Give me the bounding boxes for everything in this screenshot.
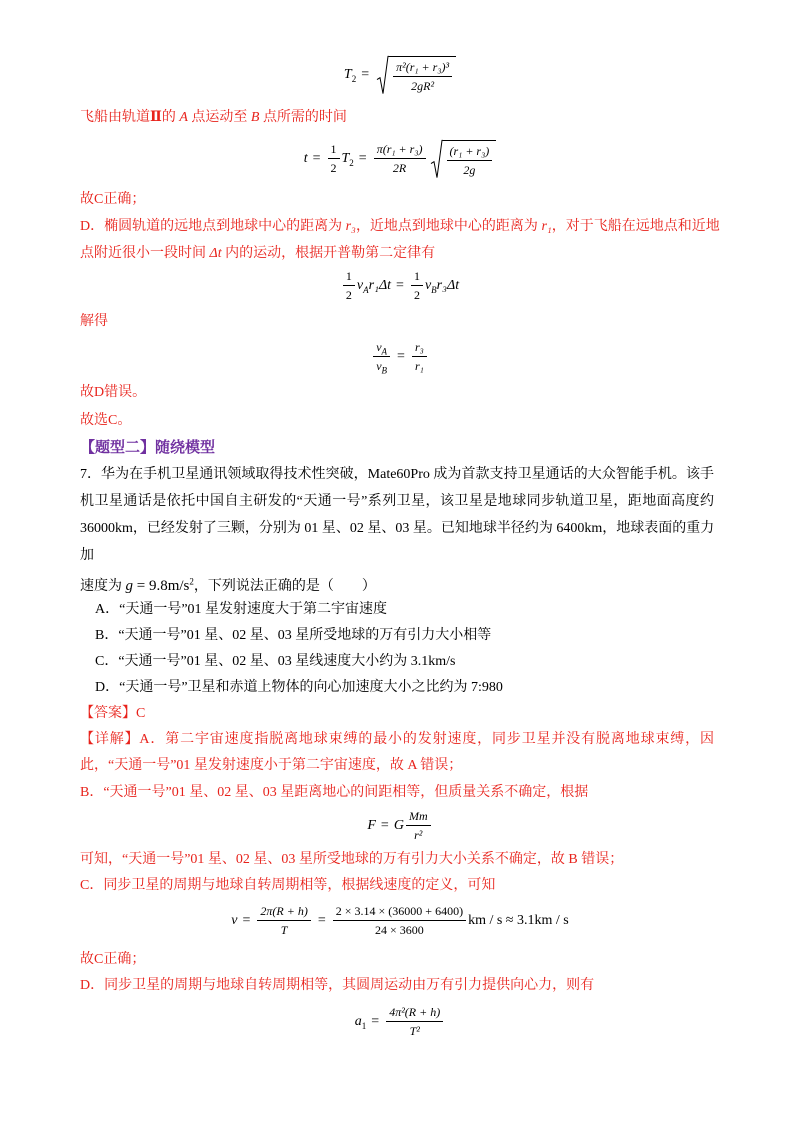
symbol-g: g [125, 578, 133, 594]
denominator: r₁ [414, 359, 424, 374]
equals-sign: = [371, 1014, 380, 1029]
text: ，下列说法正确的是（ ） [193, 579, 376, 594]
numerator: 2π(R + h) [257, 903, 310, 921]
numerator: r₃ [412, 339, 427, 357]
fraction [373, 339, 390, 374]
numerator: (r₁ + r₃) [447, 143, 493, 161]
symbol-t: T [343, 67, 352, 82]
subscript: A [363, 284, 369, 295]
explanation-b-conclusion: 可知，“天通一号”01 星、02 星、03 星所受地球的万有引力大小关系不确定，故 B 错误； [80, 852, 624, 867]
subscript: B [431, 284, 437, 295]
fraction [447, 143, 493, 178]
symbol-v: v [231, 913, 238, 928]
equals-sign: = [317, 913, 326, 928]
denominator: 2 [413, 288, 420, 303]
radicand [389, 56, 456, 94]
denominator: 2gR² [411, 78, 435, 93]
symbol-v: v [376, 359, 382, 374]
formula-velocity-ratio [80, 332, 720, 382]
explanation-a-line-2: 此，“天通一号”01 星发射速度小于第二宇宙速度，故 A 错误； [80, 758, 463, 773]
numerator: 2 × 3.14 × (36000 + 6400) [333, 903, 466, 921]
text: 点所需的时间 [259, 110, 347, 125]
text: ，近地点到地球中心的距离为 [355, 219, 542, 234]
fraction [257, 903, 310, 938]
symbol-a: a [354, 1014, 362, 1029]
final-choice-line: 故选C。 [80, 413, 132, 428]
numerator: Mm [406, 808, 431, 826]
symbol-delta-t: Δt [209, 246, 222, 261]
symbol-t: t [303, 151, 308, 166]
term: r₁Δt [368, 278, 392, 293]
symbol-v: v [376, 340, 382, 355]
denominator: T² [409, 1024, 420, 1039]
formula-kepler-second-law [80, 261, 720, 311]
equals-sign: = [397, 349, 405, 364]
denominator: 2g [463, 162, 476, 177]
fraction [374, 141, 426, 176]
subscript: B [381, 365, 388, 376]
explanation-b-line: B．“天通一号”01 星、02 星、03 星距离地心的间距相等，但质量关系不确定，根据 [80, 785, 589, 800]
equals-sign: = [361, 67, 370, 82]
explanation-c-line: C．同步卫星的周期与地球自转周期相等，根据线速度的定义，可知 [80, 878, 496, 893]
numerator: 4π²(R + h) [386, 1004, 443, 1022]
orbit-number: Ⅱ [150, 110, 162, 125]
fraction-half [328, 141, 340, 176]
denominator: 2 [345, 288, 352, 303]
term: r₃Δt [436, 278, 460, 293]
question-line-1: 7．华为在手机卫星通讯领域取得技术性突破，Mate60Pro 成为首款支持卫星通话的大众智能手机。该手 [80, 467, 714, 482]
explanation-a-line-1 [80, 730, 714, 750]
fraction-half [411, 268, 423, 303]
option-d: D．“天通一号”卫星和赤道上物体的向心加速度大小之比约为 7:980 [95, 680, 503, 695]
point-a: A [179, 110, 188, 125]
text: 点附近很小一段时间 [80, 246, 210, 261]
radical-sign [377, 56, 389, 94]
question-line-5 [80, 576, 376, 596]
section-heading: 【题型二】随绕模型 [80, 440, 216, 456]
option-b: B．“天通一号”01 星、02 星、03 星所受地球的万有引力大小相等 [95, 628, 492, 643]
formula-transit-time [80, 134, 720, 184]
numerator: π(r₁ + r₃) [374, 141, 426, 159]
denominator: r² [414, 828, 423, 843]
fraction-half [343, 268, 355, 303]
fraction [412, 339, 427, 374]
fraction [333, 903, 466, 938]
symbol-r3: r₃ [345, 219, 356, 234]
fraction [386, 1004, 443, 1039]
formula-centripetal-acceleration [80, 997, 720, 1047]
symbol-v: v [424, 278, 432, 293]
numerator: 1 [343, 268, 355, 286]
option-a: A．“天通一号”01 星发射速度大于第二宇宙速度 [95, 602, 388, 617]
solve-line: 解得 [80, 314, 108, 329]
fraction [406, 808, 431, 843]
denominator: 24 × 3600 [375, 923, 424, 938]
symbol-f: F [367, 818, 376, 833]
denominator: T [280, 923, 288, 938]
square-root [431, 140, 497, 178]
radical-sign [431, 140, 443, 178]
superscript: 2 [189, 576, 194, 587]
subscript: 1 [361, 1020, 367, 1031]
text: D．椭圆轨道的远地点到地球中心的距离为 [80, 219, 346, 234]
answer-label: 【答案】 [80, 706, 136, 721]
symbol-t2: T [341, 151, 350, 166]
text: ，对于飞船在远地点和近地 [551, 219, 720, 234]
text: A．第二宇宙速度指脱离地球束缚的最小的发射速度，同步卫星并没有脱离地球束缚，因 [139, 732, 715, 747]
question-line-2: 机卫星通话是依托中国自主研发的“天通一号”系列卫星，该卫星是地球同步轨道卫星，距地面高度约 [80, 494, 714, 509]
denominator [373, 357, 390, 374]
gravity-value: = 9.8m/s [133, 578, 190, 594]
subscript: 2 [349, 157, 354, 168]
option-c: C．“天通一号”01 星、02 星、03 星线速度大小约为 3.1km/s [95, 654, 456, 669]
symbol-g-constant: G [393, 818, 404, 833]
numerator: 1 [411, 268, 423, 286]
numerator [373, 339, 390, 357]
denominator: 2R [392, 161, 407, 176]
subscript: 2 [351, 73, 357, 84]
symbol-r1: r₁ [541, 219, 552, 234]
explanation-label: 【详解】 [80, 732, 140, 747]
square-root [377, 56, 456, 94]
question-line-4: 加 [80, 548, 94, 563]
fraction [393, 59, 452, 94]
formula-gravitation [80, 801, 720, 851]
numerator: π²(r₁ + r₃)³ [393, 59, 452, 77]
question-line-3: 36000km，已经发射了三颗，分别为 01 星、02 星、03 星。已知地球半径约为 6400km，地球表面的重力 [80, 521, 715, 536]
equals-sign: = [396, 278, 404, 293]
text: 飞船由轨道 [80, 110, 150, 125]
answer-value: C [136, 706, 146, 721]
radicand [443, 140, 497, 178]
formula-linear-velocity [80, 896, 720, 946]
d-explanation-line-1 [80, 217, 720, 237]
text: 的 [161, 110, 180, 125]
unit-result: km / s ≈ 3.1km / s [468, 913, 569, 928]
formula-period-t2 [80, 50, 720, 100]
equals-sign: = [312, 151, 321, 166]
equals-sign: = [380, 818, 389, 833]
text: 点运动至 [187, 110, 251, 125]
denominator: 2 [330, 161, 337, 176]
equals-sign: = [358, 151, 367, 166]
explanation-c-correct: 故C正确； [80, 952, 146, 967]
text: 速度为 [80, 579, 126, 594]
point-b: B [250, 110, 260, 125]
explanation-d-line: D．同步卫星的周期与地球自转周期相等，其圆周运动由万有引力提供向心力，则有 [80, 978, 595, 993]
numerator: 1 [328, 141, 340, 159]
transit-time-line [80, 108, 347, 128]
text: 内的运动，根据开普勒第二定律有 [221, 246, 436, 261]
c-correct-line: 故C正确； [80, 192, 146, 207]
d-wrong-line: 故D错误。 [80, 385, 147, 400]
answer-line [80, 704, 145, 724]
symbol-v: v [356, 278, 364, 293]
equals-sign: = [242, 913, 251, 928]
subscript: A [381, 346, 388, 357]
